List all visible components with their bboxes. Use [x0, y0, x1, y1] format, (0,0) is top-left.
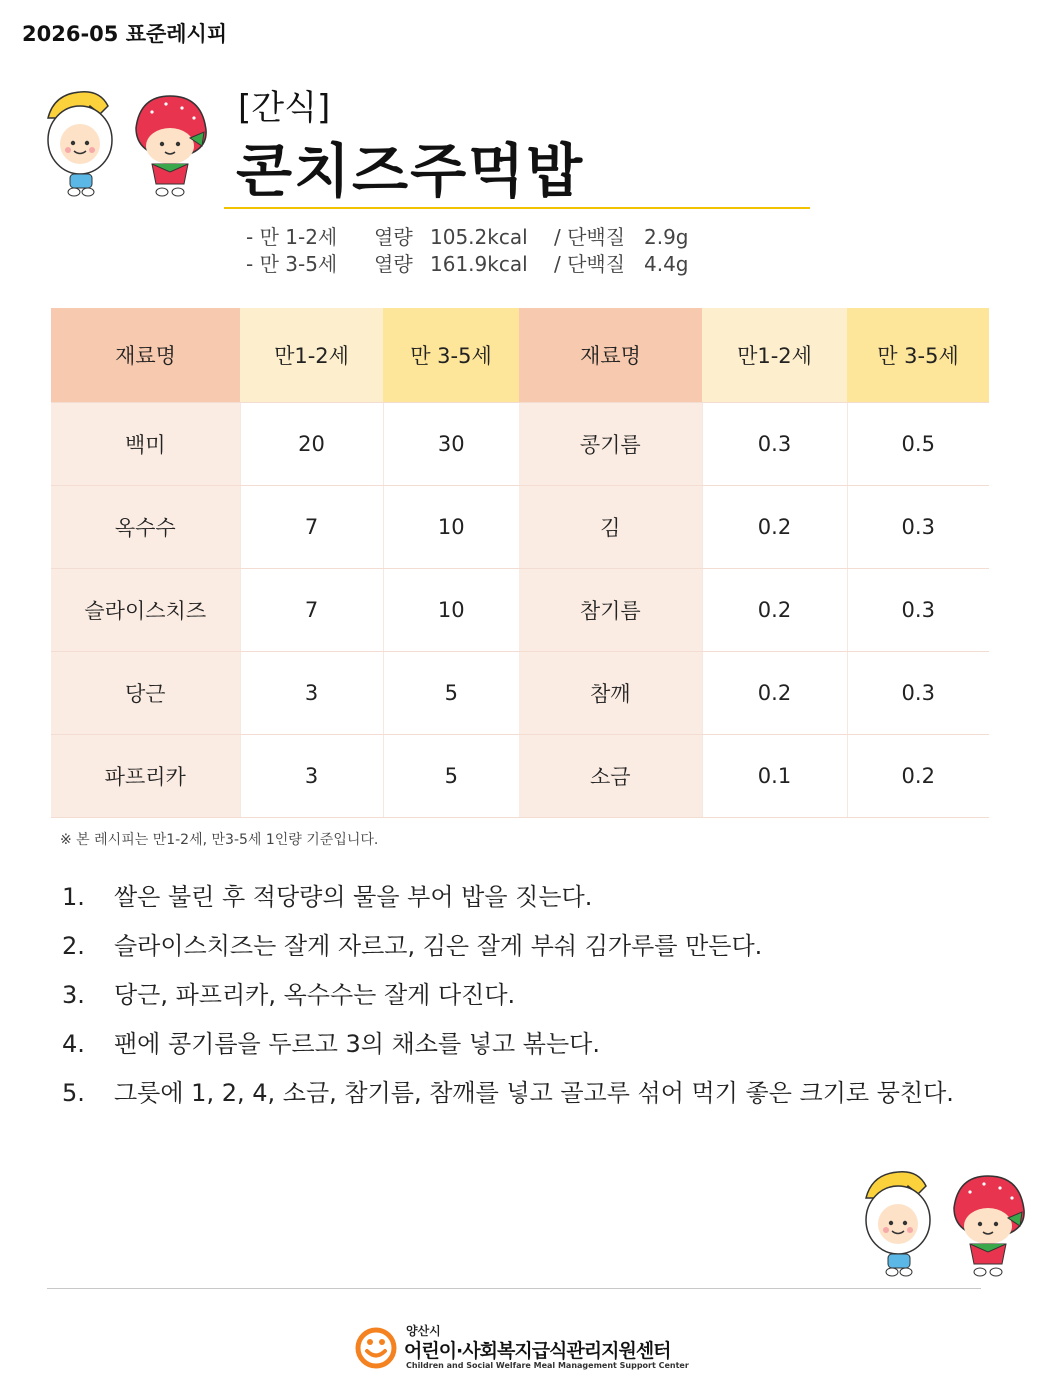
nutrition-age: - 만 3-5세 — [246, 252, 338, 276]
header-age-1-2: 만1-2세 — [240, 308, 383, 403]
amount-age-3-5: 10 — [383, 569, 519, 652]
egg-mascot — [48, 92, 112, 196]
amount-age-1-2: 0.2 — [702, 486, 847, 569]
step-text: 쌀은 불린 후 적당량의 물을 부어 밥을 짓는다. — [114, 883, 593, 911]
nutrition-info — [246, 224, 689, 278]
amount-age-1-2: 7 — [240, 486, 383, 569]
ingredient-name: 소금 — [519, 735, 702, 818]
amount-age-3-5: 0.3 — [847, 486, 989, 569]
strawberry-mascot — [136, 96, 206, 196]
table-row — [51, 735, 989, 818]
step-number: 1. — [62, 883, 85, 911]
amount-age-3-5: 5 — [383, 735, 519, 818]
ingredient-name: 당근 — [51, 652, 240, 735]
amount-age-3-5: 0.3 — [847, 569, 989, 652]
amount-age-1-2: 0.2 — [702, 569, 847, 652]
amount-age-3-5: 0.3 — [847, 652, 989, 735]
calorie-label: 열량 — [374, 225, 413, 249]
step-item — [62, 1020, 982, 1069]
document-tag: 2026-05 표준레시피 — [22, 22, 228, 46]
footer-city: 양산시 — [406, 1324, 441, 1338]
nutrition-row — [246, 224, 689, 251]
ingredient-name: 옥수수 — [51, 486, 240, 569]
protein-label: / 단백질 — [554, 252, 626, 276]
amount-age-1-2: 0.2 — [702, 652, 847, 735]
ingredient-name: 파프리카 — [51, 735, 240, 818]
ingredient-name: 참기름 — [519, 569, 702, 652]
ingredient-name: 김 — [519, 486, 702, 569]
ingredient-name: 슬라이스치즈 — [51, 569, 240, 652]
calorie-value: 105.2kcal — [430, 225, 528, 249]
mascot-characters-image — [40, 88, 215, 206]
amount-age-1-2: 20 — [240, 403, 383, 486]
amount-age-3-5: 0.2 — [847, 735, 989, 818]
header-age-3-5: 만 3-5세 — [847, 308, 989, 403]
step-text: 팬에 콩기름을 두르고 3의 채소를 넣고 볶는다. — [114, 1030, 600, 1058]
step-number: 5. — [62, 1079, 85, 1107]
step-item — [62, 922, 982, 971]
step-number: 2. — [62, 932, 85, 960]
table-header-row — [51, 308, 989, 403]
header-age-3-5: 만 3-5세 — [383, 308, 519, 403]
recipe-note: ※ 본 레시피는 만1-2세, 만3-5세 1인량 기준입니다. — [60, 832, 379, 848]
ingredient-name: 콩기름 — [519, 403, 702, 486]
ingredients-table — [51, 308, 989, 818]
footer-organization-english: Children and Social Welfare Meal Management Support Center — [406, 1361, 689, 1370]
recipe-steps — [62, 873, 982, 1118]
table-row — [51, 569, 989, 652]
amount-age-3-5: 0.5 — [847, 403, 989, 486]
step-text: 그릇에 1, 2, 4, 소금, 참기름, 참깨를 넣고 골고루 섞어 먹기 좋은 크기로 뭉친다. — [114, 1079, 954, 1107]
amount-age-3-5: 10 — [383, 486, 519, 569]
recipe-title: 콘치즈주먹밥 — [236, 137, 585, 205]
header-ingredient-name: 재료명 — [519, 308, 702, 403]
step-item — [62, 971, 982, 1020]
title-underline — [224, 207, 810, 209]
step-item — [62, 873, 982, 922]
header-age-1-2: 만1-2세 — [702, 308, 847, 403]
ingredient-name: 참깨 — [519, 652, 702, 735]
amount-age-3-5: 30 — [383, 403, 519, 486]
amount-age-1-2: 3 — [240, 735, 383, 818]
amount-age-1-2: 3 — [240, 652, 383, 735]
step-number: 3. — [62, 981, 85, 1009]
ingredient-name: 백미 — [51, 403, 240, 486]
nutrition-age: - 만 1-2세 — [246, 225, 338, 249]
calorie-label: 열량 — [374, 252, 413, 276]
step-text: 당근, 파프리카, 옥수수는 잘게 다진다. — [114, 981, 516, 1009]
protein-value: 2.9g — [644, 225, 689, 249]
smile-logo-icon — [355, 1322, 397, 1370]
egg-mascot — [866, 1172, 930, 1276]
amount-age-3-5: 5 — [383, 652, 519, 735]
calorie-value: 161.9kcal — [430, 252, 528, 276]
step-item — [62, 1069, 982, 1118]
footer-organization: 어린이·사회복지급식관리지원센터 — [404, 1340, 671, 1362]
recipe-category: [간식] — [238, 88, 331, 128]
amount-age-1-2: 7 — [240, 569, 383, 652]
step-text: 슬라이스치즈는 잘게 자르고, 김은 잘게 부숴 김가루를 만든다. — [114, 932, 763, 960]
nutrition-row — [246, 251, 689, 278]
strawberry-mascot — [954, 1176, 1024, 1276]
table-row — [51, 486, 989, 569]
table-row — [51, 403, 989, 486]
header-ingredient-name: 재료명 — [51, 308, 240, 403]
step-number: 4. — [62, 1030, 85, 1058]
amount-age-1-2: 0.1 — [702, 735, 847, 818]
table-row — [51, 652, 989, 735]
protein-label: / 단백질 — [554, 225, 626, 249]
protein-value: 4.4g — [644, 252, 689, 276]
amount-age-1-2: 0.3 — [702, 403, 847, 486]
footer-divider — [47, 1288, 981, 1289]
mascot-characters-image — [858, 1168, 1033, 1286]
